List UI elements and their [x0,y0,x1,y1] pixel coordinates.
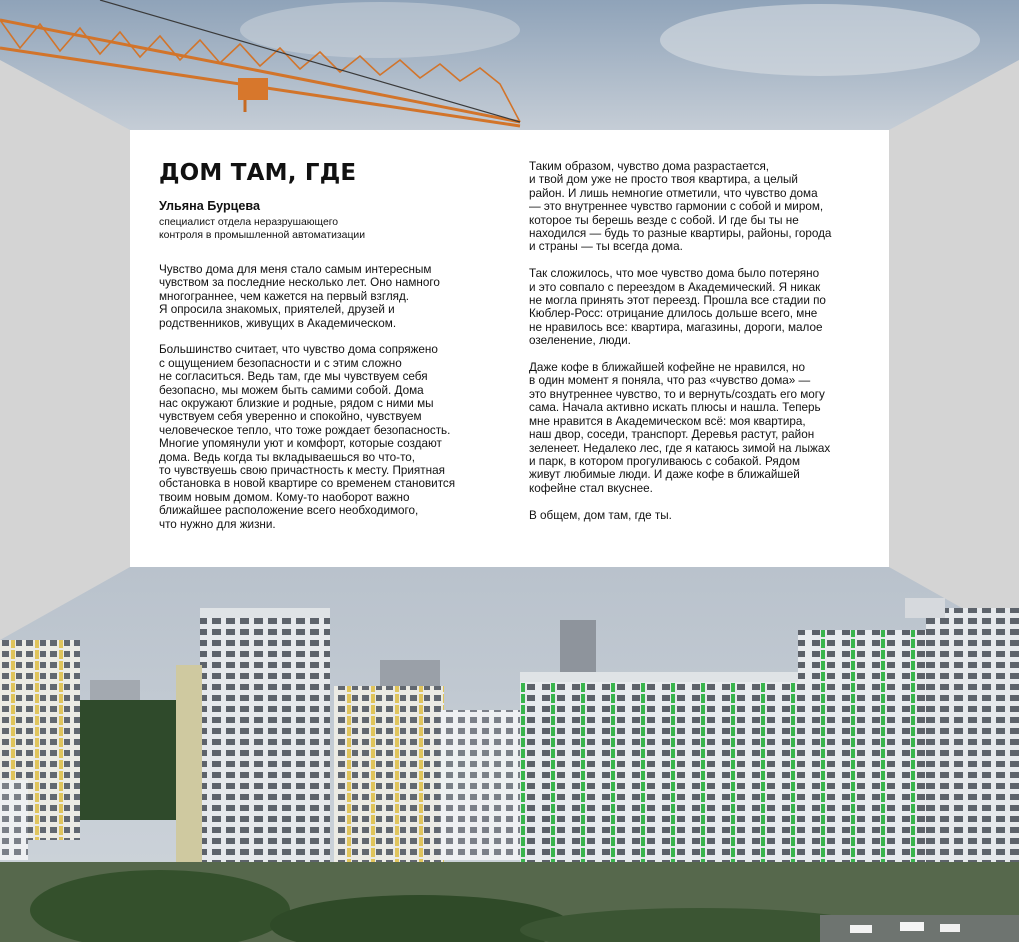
article-title: ДОМ ТАМ, ГДЕ [159,160,357,186]
paragraph-line: это внутреннее чувство, то и вернуть/создать его могу [529,387,825,401]
paragraph-line: нас окружают близкие и родные, рядом с ними мы [159,397,434,411]
paragraph-line: что нужно для жизни. [159,517,276,531]
author-name: Ульяна Бурцева [159,199,260,213]
paragraph-gap [529,348,869,361]
article-paragraph [159,343,499,531]
paragraph-line: не согласиться. Ведь там, где мы чувствуем себя [159,370,428,384]
paragraph-line: Таким образом, чувство дома разрастается, [529,160,770,173]
paragraph-line: твоим новым домом. Кому-то наоборот важно [159,490,410,504]
paragraph-line: многограннее, чем кажется на первый взгляд. [159,289,410,303]
paragraph-line: родственников, живущих в Академическом. [159,316,397,330]
paragraph-line: и страны — ты всегда дома. [529,240,683,254]
paragraph-line: кофейне стал вкуснее. [529,481,653,495]
article-paragraph [529,509,869,522]
author-position [159,216,499,242]
paragraph-gap [529,495,869,508]
paragraph-line: с ощущением безопасности и с этим сложно [159,356,402,370]
left-paragraphs [159,263,499,531]
paragraph-line: Даже кофе в ближайшей кофейне не нравился, но [529,361,805,375]
paragraph-line: Кюблер-Росс: отрицание длилось дольше всего, мне [529,307,818,321]
article-paragraph [529,267,869,347]
paragraph-line: не нравилось все: квартира, магазины, дороги, малое [529,320,823,334]
right-paragraphs [529,160,869,522]
article-left-column [159,158,499,531]
paragraph-line: Многие упомянули уют и комфорт, которые создают [159,437,442,451]
paragraph-line: наш двор, соседи, транспорт. Деревья растут, район [529,428,815,442]
author-position-line: контроля в промышленной автоматизации [159,230,366,241]
paragraph-line: не могла принять этот переезд. Прошла все стадии по [529,294,826,308]
paragraph-line: ближайшее расположение всего необходимого, [159,504,419,518]
paragraph-line: Большинство считает, что чувство дома сопряжено [159,343,438,357]
paragraph-line: дома. Ведь когда ты вкладываешься во что-то, [159,450,416,464]
paragraph-line: находился — будь то разные квартиры, районы, города [529,227,832,241]
article-card [130,130,889,567]
article-paragraph [529,160,869,254]
paragraph-line: и это совпало с переездом в Академический. Я никак [529,280,821,294]
paragraph-line: район. И лишь немногие отметили, что чувство дома [529,186,818,200]
paragraph-line: обстановка в новой квартире со временем становится [159,477,456,491]
paragraph-line: безопасно, мы можем быть самими собой. Дома [159,383,424,397]
article-paragraph [159,263,499,330]
paragraph-line: озеленение, люди. [529,334,631,348]
paragraph-line: в один момент я поняла, что раз «чувство дома» — [529,374,811,388]
paragraph-line: которое ты берешь везде с собой. И где бы ты не [529,213,799,227]
paragraph-line: В общем, дом там, где ты. [529,508,672,522]
paragraph-line: Так сложилось, что мое чувство дома было потеряно [529,267,820,281]
paragraph-gap [529,254,869,267]
paragraph-line: чувством за последние несколько лет. Оно намного [159,276,440,290]
paragraph-gap [159,330,499,343]
paragraph-line: чувствуем себя уверенно и спокойно, чувствуем [159,410,422,424]
paragraph-line: живут любимые люди. И даже кофе в ближайшей [529,468,800,482]
paragraph-line: то чувствуешь свою причастность к месту. Приятная [159,464,445,478]
author-position-line: специалист отдела неразрушающего [159,217,339,228]
paragraph-line: сама. Начала активно искать плюсы и нашла. Теперь [529,401,821,415]
paragraph-line: — это внутреннее чувство гармонии с собой и миром, [529,200,824,214]
paragraph-line: Я опросила знакомых, приятелей, друзей и [159,303,395,317]
paragraph-line: и твой дом уже не просто твоя квартира, а целый [529,173,798,187]
paragraph-line: и парк, в котором прогуливаюсь с собакой. Рядом [529,454,801,468]
paragraph-line: зеленеет. Недалеко лес, где я катаюсь зимой на лыжах [529,441,831,455]
paragraph-line: мне нравится в Академическом всё: моя квартира, [529,414,806,428]
paragraph-line: человеческое тепло, что тоже рождает безопасность. [159,423,451,437]
article-paragraph [529,361,869,495]
article-right-column [529,160,869,522]
paragraph-line: Чувство дома для меня стало самым интересным [159,263,432,276]
